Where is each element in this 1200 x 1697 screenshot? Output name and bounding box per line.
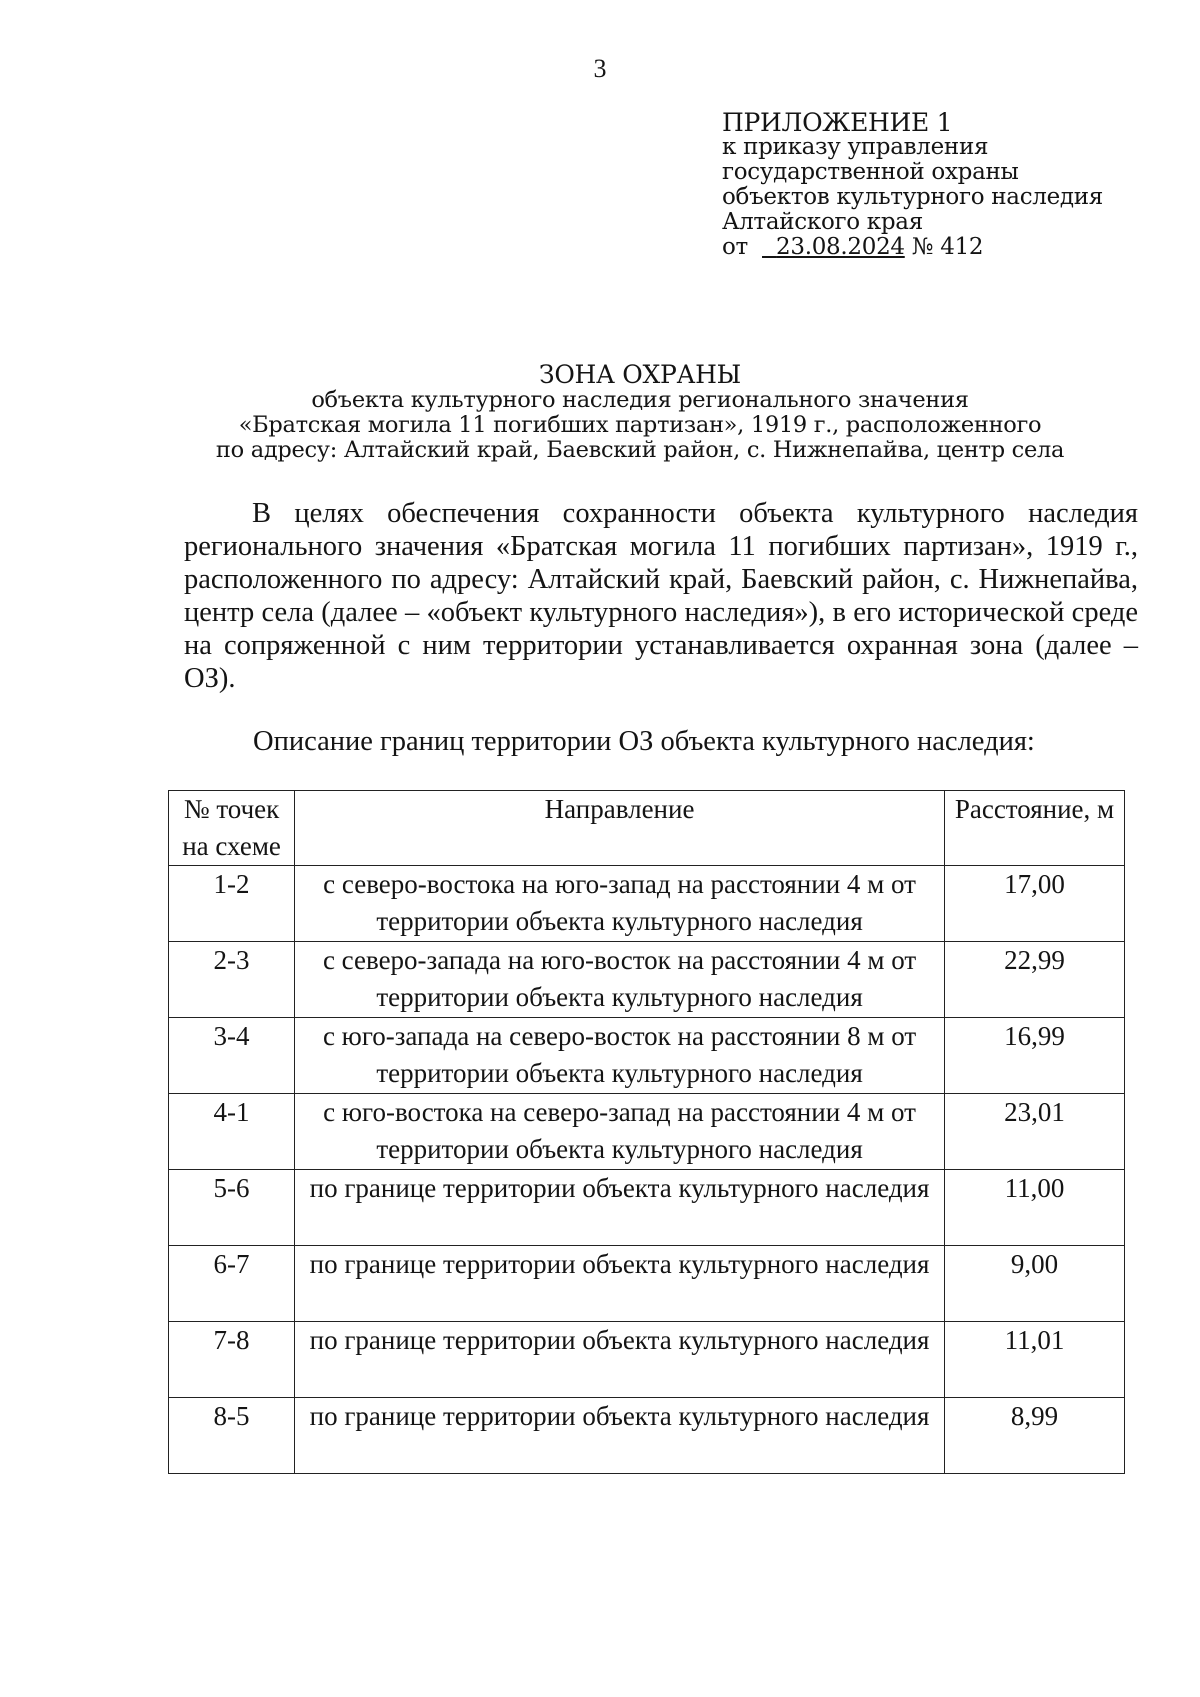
appendix-line: объектов культурного наследия xyxy=(722,184,1103,210)
cell-points: 5-6 xyxy=(169,1170,295,1246)
zone-subtitle-line: объекта культурного наследия регионального значения xyxy=(311,387,969,413)
table-row xyxy=(169,1094,1125,1170)
table-row xyxy=(169,1018,1125,1094)
table-row xyxy=(169,1170,1125,1246)
table-row xyxy=(169,1246,1125,1322)
intro-paragraph: В целях обеспечения сохранности объекта культурного наследия регионального значения «Братская могила 11 погибших партизан», 1919 г., расположенного по адресу: Алтайский край, Баевский район, с. Нижнепайва, центр села (далее – «объект культурного наследия»), в его исторической среде на сопряженной с ним территории устанавливается охранная зона (далее – ОЗ). xyxy=(184,498,1138,694)
cell-distance: 9,00 xyxy=(944,1246,1124,1322)
cell-distance: 17,00 xyxy=(944,866,1124,942)
table-row xyxy=(169,1322,1125,1398)
cell-points: 6-7 xyxy=(169,1246,295,1322)
cell-points: 3-4 xyxy=(169,1018,295,1094)
table-row xyxy=(169,942,1125,1018)
cell-points: 1-2 xyxy=(169,866,295,942)
zone-title: ЗОНА ОХРАНЫ xyxy=(539,360,741,389)
page-number: 3 xyxy=(593,54,607,83)
zone-subtitle-line: «Братская могила 11 погибших партизан», 1919 г., расположенного xyxy=(238,412,1042,438)
cell-points: 8-5 xyxy=(169,1398,295,1474)
appendix-line: к приказу управления xyxy=(722,134,989,160)
appendix-line: государственной охраны xyxy=(722,159,1019,185)
cell-distance: 11,00 xyxy=(944,1170,1124,1246)
order-number: № 412 xyxy=(911,234,984,260)
header-points: № точек на схеме xyxy=(169,791,295,866)
zone-subtitle-line: по адресу: Алтайский край, Баевский район, с. Нижнепайва, центр села xyxy=(215,437,1065,463)
appendix-title: ПРИЛОЖЕНИЕ 1 xyxy=(722,108,953,137)
order-date: 23.08.2024 xyxy=(776,234,905,260)
cell-distance: 22,99 xyxy=(944,942,1124,1018)
table-header-row xyxy=(169,791,1125,866)
cell-direction: по границе территории объекта культурного наследия xyxy=(295,1170,945,1246)
cell-distance: 23,01 xyxy=(944,1094,1124,1170)
cell-direction: с юго-запада на северо-восток на расстоянии 8 м от территории объекта культурного наследия xyxy=(295,1018,945,1094)
table-row xyxy=(169,1398,1125,1474)
cell-distance: 16,99 xyxy=(944,1018,1124,1094)
cell-points: 4-1 xyxy=(169,1094,295,1170)
cell-direction: с северо-востока на юго-запад на расстоянии 4 м от территории объекта культурного наследия xyxy=(295,866,945,942)
cell-direction: с юго-востока на северо-запад на расстоянии 4 м от территории объекта культурного наследия xyxy=(295,1094,945,1170)
appendix-line: Алтайского края xyxy=(722,209,923,235)
cell-distance: 8,99 xyxy=(944,1398,1124,1474)
header-direction: Направление xyxy=(295,791,945,866)
date-prefix: от xyxy=(722,234,748,260)
table-row xyxy=(169,866,1125,942)
cell-distance: 11,01 xyxy=(944,1322,1124,1398)
boundary-table xyxy=(168,790,1125,1474)
appendix-date-line xyxy=(722,235,1162,260)
cell-points: 7-8 xyxy=(169,1322,295,1398)
cell-points: 2-3 xyxy=(169,942,295,1018)
zone-heading xyxy=(160,362,1120,463)
cell-direction: по границе территории объекта культурного наследия xyxy=(295,1322,945,1398)
appendix-block xyxy=(722,110,1162,260)
cell-direction: с северо-запада на юго-восток на расстоянии 4 м от территории объекта культурного наследия xyxy=(295,942,945,1018)
header-distance: Расстояние, м xyxy=(944,791,1124,866)
cell-direction: по границе территории объекта культурного наследия xyxy=(295,1246,945,1322)
cell-direction: по границе территории объекта культурного наследия xyxy=(295,1398,945,1474)
table-caption: Описание границ территории ОЗ объекта культурного наследия: xyxy=(253,726,1035,757)
